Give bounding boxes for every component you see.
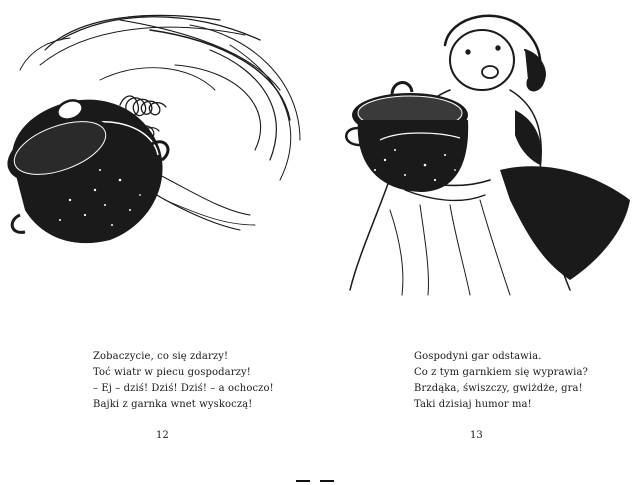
crop-mark <box>296 480 310 482</box>
page-number-left: 12 <box>156 430 169 441</box>
crop-marks <box>296 480 338 483</box>
verse-line: Co z tym garnkiem się wyprawia? <box>414 367 589 378</box>
verse-line: Zobaczycie, co się zdarzy! <box>93 351 229 362</box>
right-page <box>318 0 635 485</box>
left-page <box>0 0 317 485</box>
flying-pot-illustration <box>0 10 317 260</box>
verse-line: Bajki z garnka wnet wyskoczą! <box>93 399 253 410</box>
housewife-with-pot-illustration <box>330 10 635 300</box>
verse-line: Gospodyni gar odstawia. <box>414 351 542 362</box>
page-number-right: 13 <box>470 430 483 441</box>
left-verse <box>93 349 274 413</box>
right-verse <box>414 349 588 413</box>
crop-mark <box>320 480 334 482</box>
verse-line: Toć wiatr w piecu gospodarzy! <box>93 367 251 378</box>
verse-line: Taki dzisiaj humor ma! <box>414 399 532 410</box>
verse-line: – Ej – dziś! Dziś! Dziś! – a ochoczo! <box>93 383 274 394</box>
verse-line: Brzdąka, świszczy, gwiżdże, gra! <box>414 383 583 394</box>
